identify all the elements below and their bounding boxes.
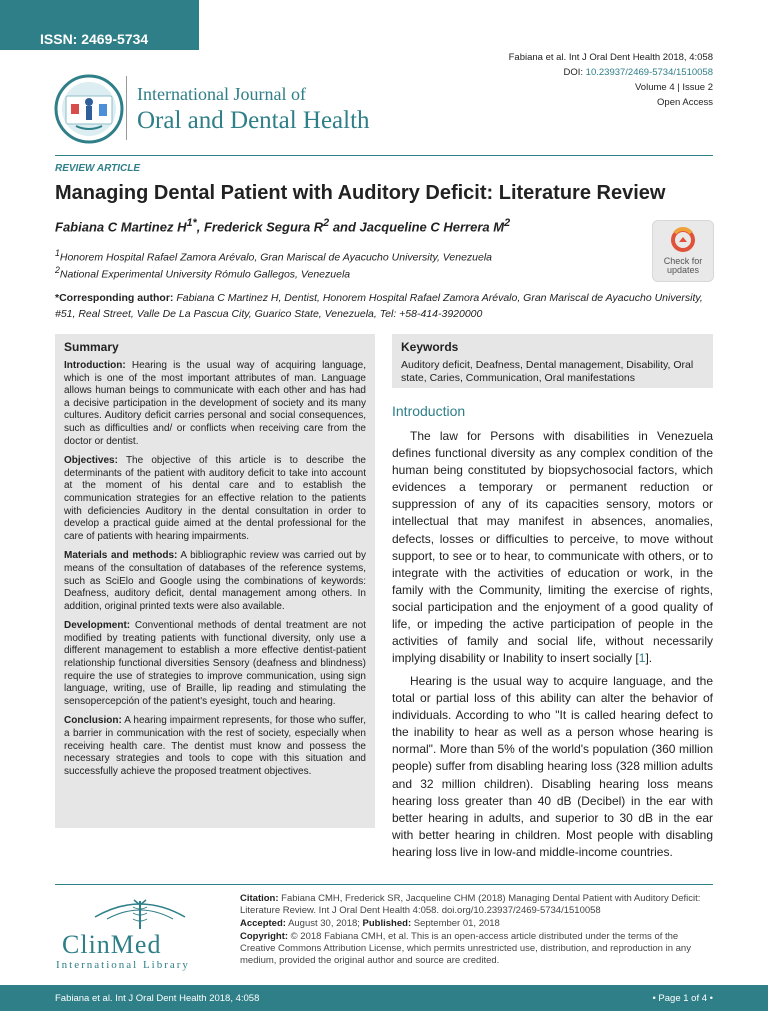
volume-issue: Volume 4 | Issue 2 — [635, 82, 713, 93]
introduction-paragraph-2 — [392, 673, 713, 861]
citation-line — [240, 893, 713, 917]
citation-short: Fabiana et al. Int J Oral Dent Health 2018, 4:058 — [508, 52, 713, 63]
corresponding-label: *Corresponding author: — [55, 292, 174, 304]
copyright-text: © 2018 Fabiana CMH, et al. This is an open-access article distributed under the terms of the Creative Commons Attribution License, which permits unrestricted use, distribution, and reproduction in any medium, provided the original author and source are credited. — [240, 931, 691, 966]
keywords-heading: Keywords — [401, 340, 459, 354]
published-date: September 01, 2018 — [413, 918, 500, 929]
header-rule — [55, 155, 713, 156]
summary-text: A hearing impairment represents, for those who suffer, a barrier in communication with the rest of society, especially when receiving health care. The dentist must know and possess the necessary strategies and tools to cope with this situation and successfully achieve the proposed treatment objectives. — [64, 715, 366, 777]
dates-line — [240, 918, 713, 930]
corresponding-author — [55, 290, 715, 322]
summary-materials-methods — [64, 550, 366, 613]
check-updates-line2: updates — [666, 265, 700, 275]
accepted-label: Accepted: — [240, 918, 286, 929]
reference-link[interactable]: 1 — [638, 651, 646, 666]
citation-text: Fabiana CMH, Frederick SR, Jacqueline CHM (2018) Managing Dental Patient with Auditory Deficit: Literature Review. Int J Oral Dent Health 4:058. doi.org/10.23937/2469-5734/1510058 — [240, 893, 701, 916]
publisher-name: ClinMed — [62, 930, 162, 959]
affiliation-2-sup: 2 — [55, 265, 60, 275]
article-type: REVIEW ARTICLE — [55, 163, 141, 174]
summary-development — [64, 620, 366, 708]
journal-logo-icon — [54, 74, 124, 144]
doi-link[interactable]: 10.23937/2469-5734/1510058 — [585, 67, 713, 78]
affiliation-1-sup: 1 — [55, 248, 60, 258]
author-2-sup: 2 — [323, 217, 330, 229]
keywords-box — [392, 334, 713, 388]
journal-title-line1: International Journal of — [137, 84, 306, 104]
footer-citation: Fabiana et al. Int J Oral Dent Health 2018, 4:058 — [55, 993, 260, 1004]
author-2: Frederick Segura R — [203, 219, 324, 235]
summary-text: A bibliographic review was carried out by means of the consultation of databases of the reference systems, such as SciElo and Google using the combinations of keywords: Deafness, auditory deficit, dental management among others. In addition, original printed texts were also available. — [64, 550, 366, 612]
author-list — [55, 217, 510, 234]
author-separator: , — [196, 219, 204, 235]
copyright-line — [240, 931, 713, 967]
summary-label: Materials and methods: — [64, 550, 178, 562]
summary-conclusion — [64, 715, 366, 778]
check-updates-line1: Check for — [663, 256, 703, 266]
author-1-sup: 1* — [186, 217, 197, 229]
summary-text: Conventional methods of dental treatment are not modified by treating patients with functional diversity, only use a different management to establish a more effective dentist-patient relationship functional diversities Sensory (deafness and blindness) require the use of strategies to improve communication, using sign language, writing, use of Braille, lip reading and stimulating the sensopercepción of the patient's eyesight, touch and hearing. — [64, 620, 366, 707]
summary-text: Hearing is the usual way of acquiring language, which is one of the most important attributes of man. Language allows human beings to communicate with each other and has had a decisive participation in the development of society and its many cultures. Auditory deficit carries personal and social consequences, such as difficulties and/ or conflicts when receiving care from the doctor or dentist. — [64, 360, 367, 447]
accepted-date: August 30, 2018; — [288, 918, 360, 929]
paragraph-text: Hearing is the usual way to acquire language, and the total or partial loss of this ability can alter the behavior of individuals. According to who "It is called hearing defect to the inability to hear as well as a person whose hearing is normal". More than 5% of the world's population (360 million people) suffer from disabling hearing loss (328 million adults and 32 million children). Disabling hearing loss means hearing loss greater than 40 dB (Decibel) in the ear with better hearing in adults, and superior to 30 dB in the ear with better hearing in children. Most people with disabling hearing loss live in low-and middle-income countries. — [392, 674, 713, 859]
paragraph-text: The law for Persons with disabilities in Venezuela defines functional diversity as any complex condition of the human being constituted by biopsychosocial factors, which evidences a temporary or permanent reduction or suppression of any of its capacities sensory, motors or intellectual that may manifest in absences, anomalies, defects, losses or difficulties to perceive, to move without support, to see or to hear, to communicate with others, or to integrate with the activities of education or work, in the family with the Community, limiting the exercise of rights, social participation and the enjoyment of a good quality of life, or impeding the active participation of people in the activities of family and social life, without necessarily implying disability or Inability to insert socially — [392, 429, 713, 666]
doi-label: DOI: — [563, 67, 584, 78]
summary-label: Introduction: — [64, 360, 126, 371]
copyright-label: Copyright: — [240, 931, 289, 942]
summary-heading: Summary — [64, 340, 119, 354]
affiliation-2 — [55, 265, 350, 281]
published-label: Published: — [362, 918, 412, 929]
affiliation-1-text: Honorem Hospital Rafael Zamora Arévalo, Gran Mariscal de Ayacucho University, Venezuela — [59, 251, 493, 264]
publisher-subtitle: International Library — [56, 959, 190, 971]
affiliation-1 — [55, 248, 492, 264]
keywords-text: Auditory deficit, Deafness, Dental management, Disability, Oral state, Caries, Communication, Oral manifestations — [401, 359, 694, 384]
issn-banner — [0, 0, 199, 50]
summary-label: Conclusion: — [64, 715, 122, 727]
page-footer — [0, 985, 768, 1011]
summary-introduction — [64, 360, 366, 448]
citation-label: Citation: — [240, 893, 279, 904]
check-updates-icon — [670, 227, 696, 253]
corresponding-text: Fabiana C Martinez H, Dentist, Honorem Hospital Rafael Zamora Arévalo, Gran Mariscal de Ayacucho University, #51, Real Street, Valle De La Pascua City, Guarico State, Venezuela, Tel: +58-414-3920000 — [55, 292, 703, 320]
summary-text: The objective of this article is to describe the determinants of the patient with auditory deficit to take into account at the moment of his dental care and to establish the communication strategies for an effective relation to the patients with deficiencies Auditory in the dental consultation in order to develop a practical guide aimed at the dental professional for the care of patients with hearing impairments. — [64, 455, 366, 542]
doi-line — [509, 65, 713, 80]
affiliation-2-text: National Experimental University Rómulo Gallegos, Venezuela — [59, 268, 351, 281]
author-3: Jacqueline C Herrera M — [359, 219, 505, 235]
summary-objectives — [64, 455, 366, 543]
author-3-sup: 2 — [504, 217, 511, 229]
article-meta — [509, 50, 713, 110]
summary-label: Development: — [64, 620, 131, 632]
article-title: Managing Dental Patient with Auditory Deficit: Literature Review — [55, 182, 666, 204]
footer-rule — [55, 884, 713, 885]
open-access-label: Open Access — [657, 97, 713, 108]
introduction-paragraph-1: The law for Persons with disabilities in Venezuela defines functional diversity as any complex condition of the human being constituted by biopsychosocial factors, which evidences a temporary or permanent reduction or suppression of any of its capacities sensory, motors or intellectual that may manifest in absences, anomalies, defects, losses or difficulties to perceive, to move without support, to see or to hear, to communicate with others, or to integrate with the activities of education or work, in the family with the Community, limiting the exercise of rights, social participation and the enjoyment of a good quality of life, or impeding the active participation of people in the activities of family and social life, without necessarily implying disability or Inability to insert socially [1]. — [392, 429, 713, 666]
header-divider — [126, 76, 127, 140]
citation-block — [240, 893, 713, 968]
introduction-heading: Introduction — [392, 403, 466, 419]
journal-title-line2: Oral and Dental Health — [137, 107, 370, 134]
author-separator: and — [329, 219, 360, 235]
page-number: • Page 1 of 4 • — [652, 993, 713, 1004]
issn-label: ISSN: 2469-5734 — [40, 31, 149, 47]
summary-label: Objectives: — [64, 455, 118, 467]
summary-box — [55, 334, 375, 828]
author-1: Fabiana C Martinez H — [55, 219, 187, 235]
check-for-updates-badge[interactable] — [652, 220, 714, 282]
